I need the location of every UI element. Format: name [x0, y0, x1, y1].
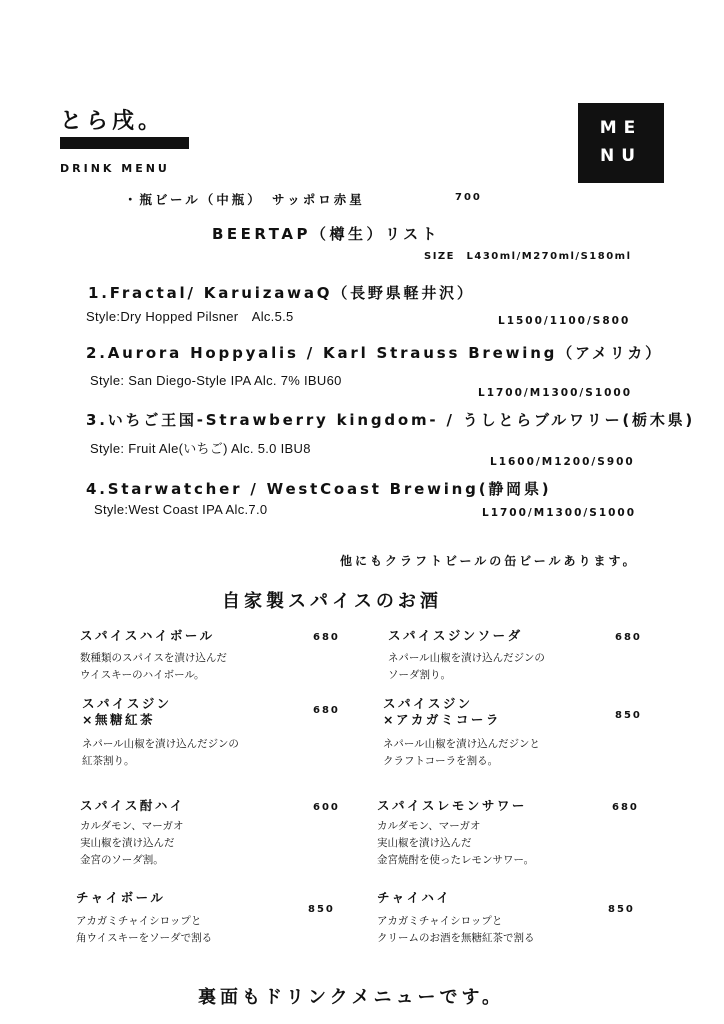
spice-item-6-name: スパイスレモンサワー: [377, 798, 527, 813]
spice-item-8-desc-1: アカガミチャイシロップと: [377, 915, 503, 927]
beer-1-style: Style:Dry Hopped Pilsner Alc.5.5: [86, 309, 294, 324]
beer-2-price: L1700/M1300/S1000: [478, 387, 633, 399]
spice-item-3-name-2: ×無糖紅茶: [82, 712, 155, 727]
footer-note: 裏面もドリンクメニューです。: [198, 987, 505, 1008]
spice-section-title: 自家製スパイスのお酒: [222, 591, 442, 612]
spice-item-4-desc-1: ネパール山椒を漬け込んだジンと: [383, 738, 540, 750]
menu-badge-line-1: ME: [599, 118, 643, 138]
spice-item-4-price: 850: [615, 710, 642, 721]
spice-item-1-name: スパイスハイボール: [80, 628, 215, 643]
beer-2-style: Style: San Diego-Style IPA Alc. 7% IBU60: [90, 373, 342, 388]
spice-item-5-desc-3: 金宮のソーダ割。: [80, 854, 164, 866]
spice-item-7-price: 850: [308, 904, 335, 915]
spice-item-2-desc-2: ソーダ割り。: [388, 669, 451, 681]
beer-2-name: 2.Aurora Hoppyalis / Karl Strauss Brewing（アメリカ）: [86, 344, 663, 362]
beer-3-name: 3.いちご王国-Strawberry kingdom- / うしとらブルワリー(栃木県): [86, 411, 696, 429]
spice-item-6-desc-2: 実山椒を漬け込んだ: [377, 837, 472, 849]
spice-item-1-desc-2: ウイスキーのハイボール。: [80, 669, 205, 681]
spice-item-7-desc-2: 角ウイスキーをソーダで割る: [76, 932, 213, 944]
spice-item-7-name: チャイボール: [76, 890, 166, 905]
spice-item-2-price: 680: [615, 632, 642, 643]
spice-item-6-desc-1: カルダモン、マーガオ: [377, 820, 481, 832]
brand-underline: [60, 137, 189, 149]
beertap-title: BEERTAP（樽生）リスト: [212, 225, 441, 243]
spice-item-2-desc-1: ネパール山椒を漬け込んだジンの: [388, 652, 545, 664]
spice-item-8-desc-2: クリームのお酒を無糖紅茶で割る: [377, 932, 535, 944]
spice-item-6-desc-3: 金宮焼酎を使ったレモンサワー。: [377, 854, 535, 866]
beer-3-price: L1600/M1200/S900: [490, 456, 635, 468]
spice-item-5-desc-1: カルダモン、マーガオ: [80, 820, 184, 832]
spice-item-1-price: 680: [313, 632, 340, 643]
spice-item-8-name: チャイハイ: [377, 890, 452, 905]
spice-item-1-desc-1: 数種類のスパイスを漬け込んだ: [80, 652, 227, 664]
spice-item-4-name-1: スパイスジン: [383, 696, 473, 711]
drink-menu-subtitle: DRINK MENU: [60, 162, 170, 175]
beer-1-price: L1500/1100/S800: [498, 315, 631, 327]
spice-item-8-price: 850: [608, 904, 635, 915]
menu-badge-line-2: NU: [599, 146, 643, 166]
spice-item-4-desc-2: クラフトコーラを割る。: [383, 755, 499, 767]
spice-item-3-price: 680: [313, 705, 340, 716]
spice-item-5-desc-2: 実山椒を漬け込んだ: [80, 837, 175, 849]
spice-item-3-desc-1: ネパール山椒を漬け込んだジンの: [82, 738, 239, 750]
spice-item-3-name-1: スパイスジン: [82, 696, 172, 711]
spice-item-2-name: スパイスジンソーダ: [388, 628, 523, 643]
beer-3-style: Style: Fruit Ale(いちご) Alc. 5.0 IBU8: [90, 441, 311, 456]
bottle-beer-price: 700: [455, 192, 482, 203]
spice-item-3-desc-2: 紅茶割り。: [82, 755, 135, 767]
spice-item-5-price: 600: [313, 802, 340, 813]
spice-item-5-name: スパイス酎ハイ: [80, 798, 185, 813]
spice-item-7-desc-1: アカガミチャイシロップと: [76, 915, 202, 927]
craft-can-notice: 他にもクラフトビールの缶ビールあります。: [340, 554, 638, 568]
beer-1-name: 1.Fractal/ KaruizawaQ（長野県軽井沢）: [88, 284, 475, 302]
brand-title: とら戌。: [60, 109, 165, 134]
beertap-size: SIZE L430ml/M270ml/S180ml: [424, 251, 632, 262]
bottle-beer-name: ・瓶ビール（中瓶） サッポロ赤星: [124, 192, 365, 207]
beer-4-style: Style:West Coast IPA Alc.7.0: [94, 502, 268, 517]
spice-item-4-name-2: ×アカガミコーラ: [383, 712, 501, 727]
beer-4-price: L1700/M1300/S1000: [482, 507, 637, 519]
menu-badge: [578, 103, 664, 183]
beer-4-name: 4.Starwatcher / WestCoast Brewing(静岡県): [86, 480, 552, 498]
spice-item-6-price: 680: [612, 802, 639, 813]
